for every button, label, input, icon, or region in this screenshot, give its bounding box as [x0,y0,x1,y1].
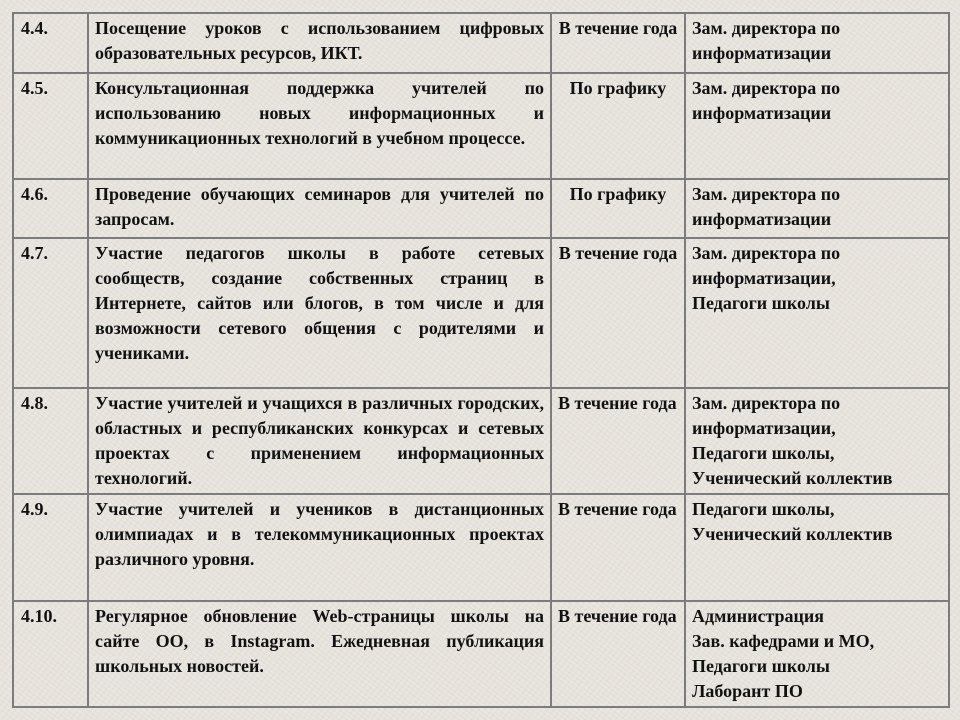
plan-table-body [13,13,949,707]
task-description: Участие педагогов школы в работе сетевых сообществ, создание собственных страниц в Интернете, сайтов или блогов, в том числе и для возможности сетевого общения с родителями и учениками. [88,238,551,388]
responsible-cell [685,179,949,238]
task-description: Проведение обучающих семинаров для учителей по запросам. [88,179,551,238]
table-row [13,179,949,238]
responsible-line: Зам. директора по информатизации, [692,393,841,438]
task-description: Участие учителей и учеников в дистанционных олимпиадах и в телекоммуникационных проектах различного уровня. [88,494,551,601]
term-cell: В течение года [551,13,685,73]
responsible-line: Зам. директора по информатизации [692,78,841,123]
responsible-line: Педагоги школы [692,656,830,676]
term-cell: По графику [551,179,685,238]
table-row [13,388,949,494]
responsible-line: Администрация [692,606,825,626]
responsible-cell [685,13,949,73]
row-number: 4.9. [13,494,88,601]
responsible-cell [685,494,949,601]
table-row [13,238,949,388]
row-number: 4.5. [13,73,88,179]
responsible-line: Ученический коллектив [692,468,893,488]
plan-table [12,12,950,708]
term-cell: В течение года [551,601,685,707]
responsible-line: Педагоги школы [692,293,830,313]
term-cell: В течение года [551,494,685,601]
term-cell: В течение года [551,238,685,388]
row-number: 4.6. [13,179,88,238]
row-number: 4.8. [13,388,88,494]
table-row [13,494,949,601]
responsible-cell [685,601,949,707]
responsible-line: Зам. директора по информатизации [692,18,841,63]
responsible-line: Зам. директора по информатизации, [692,243,841,288]
responsible-cell [685,73,949,179]
task-description: Регулярное обновление Web-страницы школы на сайте ОО, в Instagram. Ежедневная публикация школьных новостей. [88,601,551,707]
row-number: 4.7. [13,238,88,388]
responsible-line: Зав. кафедрами и МО, [692,631,875,651]
responsible-line: Педагоги школы, [692,499,835,519]
term-cell: В течение года [551,388,685,494]
row-number: 4.10. [13,601,88,707]
responsible-line: Лаборант ПО [692,681,803,701]
responsible-cell [685,238,949,388]
table-row [13,73,949,179]
term-cell: По графику [551,73,685,179]
task-description: Посещение уроков с использованием цифровых образовательных ресурсов, ИКТ. [88,13,551,73]
table-row [13,601,949,707]
responsible-line: Педагоги школы, [692,443,835,463]
row-number: 4.4. [13,13,88,73]
responsible-line: Зам. директора по информатизации [692,184,841,229]
responsible-line: Ученический коллектив [692,524,893,544]
responsible-cell [685,388,949,494]
task-description: Участие учителей и учащихся в различных городских, областных и республиканских конкурсах и сетевых проектах с применением информационных технологий. [88,388,551,494]
table-row [13,13,949,73]
task-description: Консультационная поддержка учителей по использованию новых информационных и коммуникационных технологий в учебном процессе. [88,73,551,179]
